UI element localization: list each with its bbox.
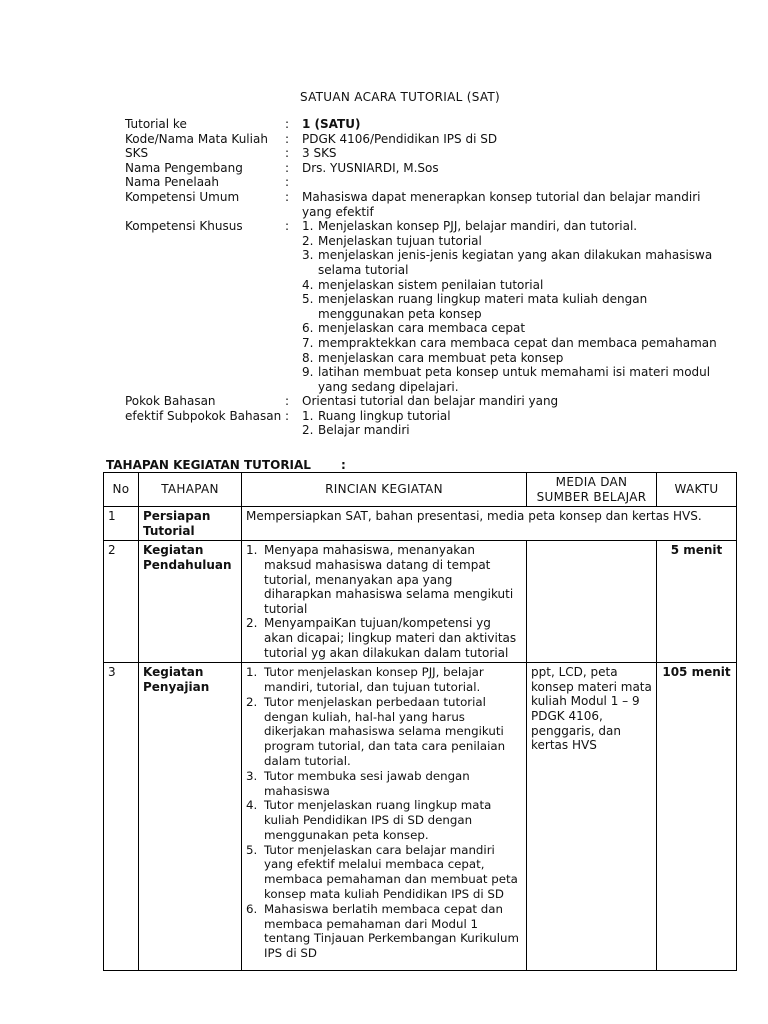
page-title: SATUAN ACARA TUTORIAL (SAT) [299, 90, 501, 104]
info-row-subtopic [125, 409, 725, 438]
row-stage: Persiapan Tutorial [139, 507, 242, 541]
row-no: 3 [104, 663, 139, 971]
list-item: 6. menjelaskan cara membaca cepat [302, 321, 526, 336]
info-row-general-competence [125, 190, 725, 219]
list-item: 5. Tutor menjelaskan cara belajar mandiri yang efektif melalui membaca cepat, membaca pemahaman dan membuat peta konsep mata kuliah Pendidikan IPS di SD [246, 842, 518, 902]
info-row-tutorial [125, 117, 725, 132]
list-item: 3. Tutor membuka sesi jawab dengan mahasiswa [246, 768, 470, 798]
table-row [104, 541, 737, 663]
info-value: Orientasi tutorial dan belajar mandiri yang [302, 394, 559, 409]
info-colon: : [285, 146, 290, 161]
header-time: WAKTU [657, 473, 737, 507]
info-row-main-topic [125, 394, 725, 409]
row-detail [242, 541, 527, 663]
info-label: Nama Pengembang [125, 160, 243, 175]
section-heading-colon: : [340, 458, 346, 472]
list-item: 2. Menjelaskan tujuan tutorial [302, 233, 482, 248]
info-colon: : [285, 160, 290, 175]
list-item: 2. Tutor menjelaskan perbedaan tutorial dengan kuliah, hal-hal yang harus dikerjakan mahasiswa selama mengikuti program tutorial, dan tata cara penilaian dalam tutorial. [246, 694, 506, 768]
info-value: Mahasiswa dapat menerapkan konsep tutorial dan belajar mandiri yang efektif [302, 189, 701, 219]
activity-list [246, 543, 522, 660]
list-item: 4. Tutor menjelaskan ruang lingkup mata kuliah Pendidikan IPS di SD dengan menggunakan peta konsep. [246, 798, 492, 842]
table-row [104, 663, 737, 971]
list-item: 2. Belajar mandiri [302, 423, 410, 438]
row-stage: Kegiatan Penyajian [139, 663, 242, 971]
header-no: No [104, 473, 139, 507]
list-item: 1. Menyapa mahasiswa, menanyakan maksud mahasiswa datang di tempat tutorial, menanyakan apa yang diharapkan mahasiswa selama mengikuti tutorial [246, 543, 514, 616]
row-media [527, 541, 657, 663]
list-item: 2. MenyampaiKan tujuan/kompetensi yg akan dicapai; lingkup materi dan aktivitas tutorial yg akan dilakukan dalam tutorial [246, 616, 517, 660]
info-value: Drs. YUSNIARDI, M.Sos [302, 160, 439, 175]
list-item: 6. Mahasiswa berlatih membaca cepat dan membaca pemahaman dari Modul 1 tentang Tinjauan Perkembangan Kurikulum IPS di SD [246, 901, 520, 961]
info-value [302, 175, 725, 190]
list-item: 5. menjelaskan ruang lingkup materi mata kuliah dengan menggunakan peta konsep [302, 292, 648, 321]
row-no: 2 [104, 541, 139, 663]
info-row-reviewer [125, 175, 725, 190]
info-row-specific-competence [125, 219, 725, 394]
info-label: Kode/Nama Mata Kuliah [125, 131, 268, 146]
info-colon: : [285, 189, 290, 204]
row-detail: Mempersiapkan SAT, bahan presentasi, media peta konsep dan kertas HVS. [242, 507, 737, 541]
list-item: 3. menjelaskan jenis-jenis kegiatan yang akan dilakukan mahasiswa selama tutorial [302, 248, 713, 277]
info-colon: : [285, 175, 290, 190]
info-section [125, 117, 725, 438]
info-value: PDGK 4106/Pendidikan IPS di SD [302, 131, 498, 146]
info-value: 1 (SATU) [302, 117, 361, 131]
list-item: 4. menjelaskan sistem penilaian tutorial [302, 277, 544, 292]
header-stage: TAHAPAN [139, 473, 242, 507]
info-label: Kompetensi Umum [125, 189, 240, 204]
info-value: 3 SKS [302, 146, 337, 161]
info-label: Tutorial ke [125, 117, 187, 131]
section-heading-text: TAHAPAN KEGIATAN TUTORIAL [106, 458, 311, 472]
list-item: 1. Tutor menjelaskan konsep PJJ, belajar mandiri, tutorial, dan tujuan tutorial. [246, 665, 484, 694]
info-label: efektif Subpokok Bahasan [125, 408, 282, 423]
list-item: 1. Menjelaskan konsep PJJ, belajar mandiri, dan tutorial. [302, 219, 638, 234]
activity-table [103, 472, 737, 971]
info-colon: : [285, 394, 290, 409]
row-detail [242, 663, 527, 971]
info-colon: : [285, 117, 290, 131]
row-time: 5 menit [657, 541, 737, 663]
row-no: 1 [104, 507, 139, 541]
info-row-course [125, 132, 725, 147]
subtopic-list [302, 409, 725, 438]
header-media: MEDIA DAN SUMBER BELAJAR [527, 473, 657, 507]
competence-list [302, 219, 725, 394]
info-row-sks [125, 146, 725, 161]
list-item: 8. menjelaskan cara membuat peta konsep [302, 350, 564, 365]
row-stage: Kegiatan Pendahuluan [139, 541, 242, 663]
row-time: 105 menit [657, 663, 737, 971]
info-label: SKS [125, 146, 149, 161]
header-detail: RINCIAN KEGIATAN [242, 473, 527, 507]
list-item: 7. mempraktekkan cara membaca cepat dan membaca pemahaman [302, 335, 717, 350]
info-label: Nama Penelaah [125, 175, 220, 190]
table-row [104, 507, 737, 541]
info-label: Pokok Bahasan [125, 394, 216, 409]
row-media: ppt, LCD, peta konsep materi mata kuliah Modul 1 – 9 PDGK 4106, penggaris, dan kertas HVS [527, 663, 657, 971]
info-colon: : [285, 219, 290, 234]
info-row-developer [125, 161, 725, 176]
info-label: Kompetensi Khusus [125, 219, 243, 234]
list-item: 9. latihan membuat peta konsep untuk memahami isi materi modul yang sedang dipelajari. [302, 365, 711, 394]
info-colon: : [285, 131, 290, 146]
activity-list [246, 665, 522, 961]
section-heading [106, 458, 346, 472]
list-item: 1. Ruang lingkup tutorial [302, 408, 451, 423]
table-header-row [104, 473, 737, 507]
info-colon: : [285, 408, 290, 423]
